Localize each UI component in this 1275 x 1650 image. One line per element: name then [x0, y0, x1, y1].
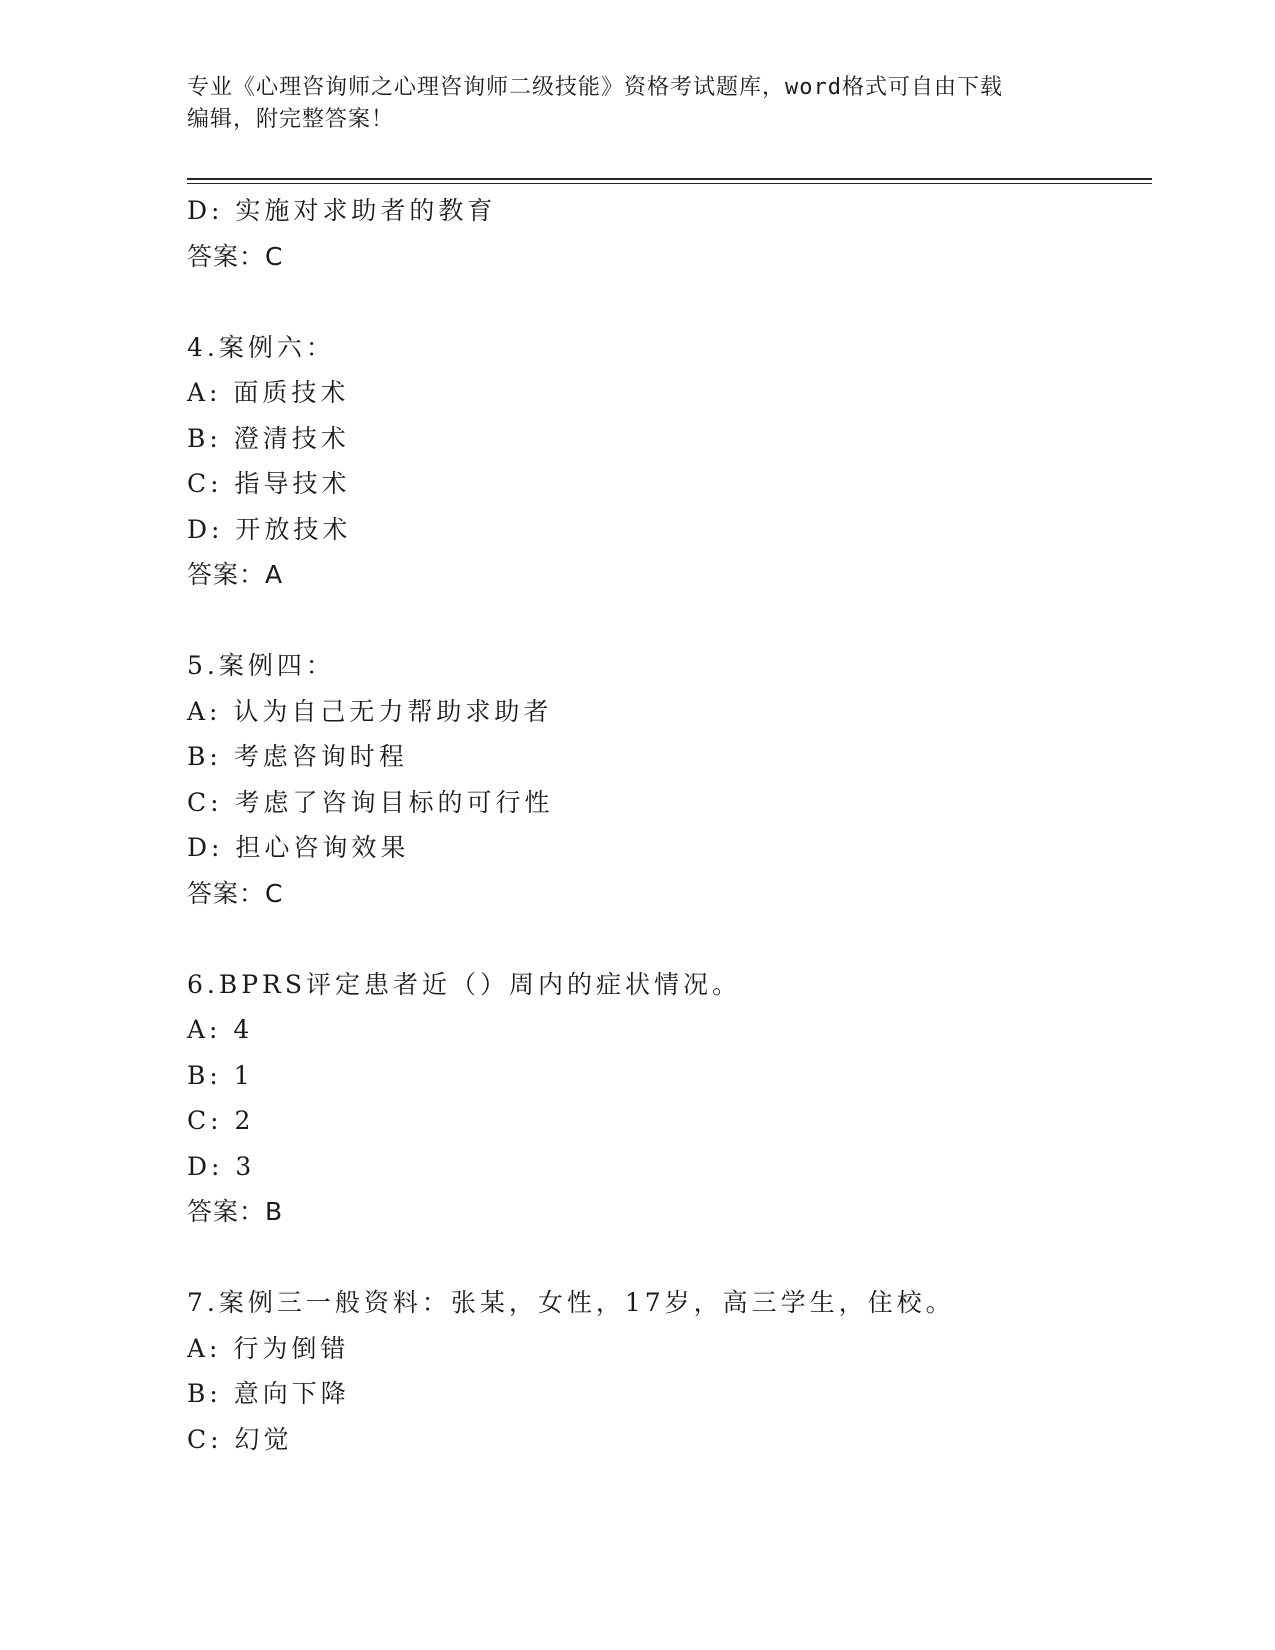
spacer: [187, 279, 1147, 325]
document-header: [187, 72, 1067, 136]
question-stem: 4.案例六：: [187, 332, 335, 362]
spacer: [187, 1235, 1147, 1281]
option-d: D: 实施对求助者的教育: [187, 196, 497, 225]
option-d: D: 3: [187, 1151, 256, 1181]
header-line-1: 专业《心理咨询师之心理咨询师二级技能》资格考试题库，word格式可自由下载: [187, 75, 1003, 100]
option-c: C: 2: [187, 1106, 255, 1135]
option-c: C: 指导技术: [187, 469, 351, 498]
option-a: A: 面质技术: [187, 378, 350, 407]
question-stem: 6.BPRS评定患者近（）周内的症状情况。: [187, 969, 741, 999]
question-stem: 5.案例四：: [187, 651, 335, 680]
option-a: A: 认为自己无力帮助求助者: [187, 696, 553, 726]
question-list: [187, 188, 1147, 1462]
option-b: B: 意向下降: [187, 1379, 350, 1408]
header-divider-thick: [187, 178, 1152, 180]
spacer: [187, 916, 1147, 962]
header-line-2: 编辑，附完整答案！: [187, 107, 395, 132]
question-stem: 7.案例三一般资料：张某，女性，17岁，高三学生，住校。: [187, 1288, 955, 1317]
answer-line: 答案：C: [187, 878, 284, 908]
answer-line: 答案：A: [187, 560, 284, 589]
option-b: B: 澄清技术: [187, 423, 350, 453]
option-b: B: 1: [187, 1060, 254, 1090]
answer-line: 答案：C: [187, 241, 284, 271]
option-a: A: 行为倒错: [187, 1333, 350, 1363]
option-b: B: 考虑咨询时程: [187, 742, 408, 771]
header-divider-thin: [187, 183, 1152, 184]
spacer: [187, 598, 1147, 644]
option-d: D: 担心咨询效果: [187, 833, 410, 862]
option-d: D: 开放技术: [187, 514, 352, 544]
option-c: C: 考虑了咨询目标的可行性: [187, 787, 554, 817]
answer-line: 答案：B: [187, 1197, 284, 1226]
option-a: A: 4: [187, 1015, 254, 1044]
option-c: C: 幻觉: [187, 1424, 293, 1454]
